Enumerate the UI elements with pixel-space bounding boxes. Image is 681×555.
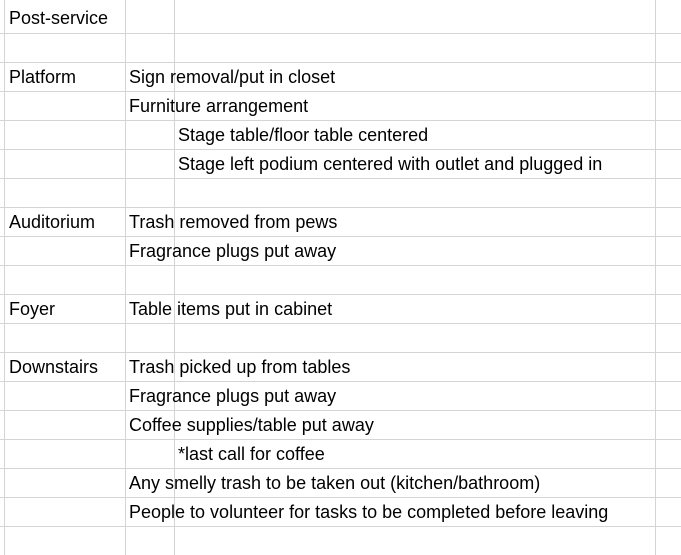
sheet-row <box>0 411 681 440</box>
sheet-row <box>0 353 681 382</box>
sheet-row <box>0 150 681 179</box>
sheet-row <box>0 208 681 237</box>
sheet-row <box>0 266 681 295</box>
cell-a[interactable]: Platform <box>9 67 77 87</box>
cell-b[interactable]: Fragrance plugs put away <box>129 241 337 261</box>
sheet-row <box>0 382 681 411</box>
sheet-row <box>0 179 681 208</box>
sheet-row <box>0 295 681 324</box>
sheet-row <box>0 63 681 92</box>
cell-c[interactable]: *last call for coffee <box>178 444 325 464</box>
cell-a[interactable]: Downstairs <box>9 357 99 377</box>
sheet-row <box>0 469 681 498</box>
cell-b[interactable]: Furniture arrangement <box>129 96 309 116</box>
sheet-row <box>0 5 681 34</box>
cell-b[interactable]: Any smelly trash to be taken out (kitchen/bathroom) <box>129 473 541 493</box>
sheet-row <box>0 34 681 63</box>
cell-a[interactable]: Foyer <box>9 299 56 319</box>
cell-a[interactable]: Post-service <box>9 8 109 28</box>
sheet-row <box>0 440 681 469</box>
cell-b[interactable]: People to volunteer for tasks to be completed before leaving <box>129 502 609 522</box>
cell-b[interactable]: Coffee supplies/table put away <box>129 415 374 435</box>
cell-b[interactable]: Fragrance plugs put away <box>129 386 337 406</box>
sheet-row <box>0 498 681 527</box>
sheet-row <box>0 237 681 266</box>
sheet-row <box>0 92 681 121</box>
cell-b[interactable]: Table items put in cabinet <box>129 299 333 319</box>
cell-c[interactable]: Stage table/floor table centered <box>178 125 429 145</box>
cell-b[interactable]: Trash picked up from tables <box>129 357 351 377</box>
cell-a[interactable]: Auditorium <box>9 212 96 232</box>
sheet-row <box>0 121 681 150</box>
sheet-row <box>0 324 681 353</box>
sheet-row <box>0 527 681 555</box>
cell-c[interactable]: Stage left podium centered with outlet and plugged in <box>178 154 603 174</box>
cell-b[interactable]: Trash removed from pews <box>129 212 338 232</box>
cell-b[interactable]: Sign removal/put in closet <box>129 67 336 87</box>
